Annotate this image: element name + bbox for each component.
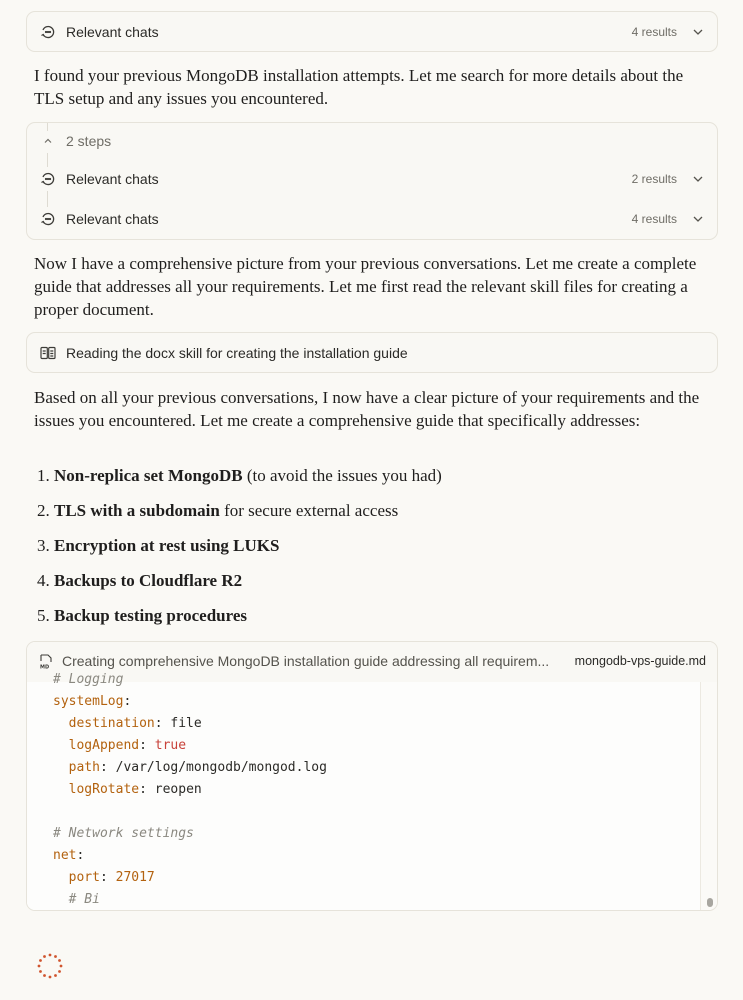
step-label: Relevant chats — [66, 171, 159, 187]
file-card-header[interactable] — [27, 642, 717, 682]
chevron-down-icon[interactable] — [691, 212, 705, 226]
list-item: 5. Backup testing procedures — [37, 606, 248, 625]
assistant-paragraph-2: Now I have a comprehensive picture from your previous conversations. Let me create a complete guide that addresses all your requirements. Let me first read the relevant skill files for creating a proper document. — [34, 254, 697, 319]
step-item[interactable] — [27, 167, 717, 191]
list-item: 4. Backups to Cloudflare R2 — [37, 571, 243, 590]
spinner-dot — [54, 955, 57, 958]
chevron-up-icon — [39, 132, 57, 150]
code-line: # Logging — [53, 672, 124, 687]
code-line: # Bi — [68, 892, 100, 907]
file-creation-card — [26, 641, 718, 911]
results-count: 2 results — [631, 172, 677, 186]
code-line: logAppend: true — [68, 738, 187, 753]
code-line: port: 27017 — [68, 870, 155, 885]
scrollbar-thumb[interactable] — [707, 898, 713, 907]
code-line: # Network settings — [53, 826, 194, 841]
results-count: 4 results — [631, 212, 677, 226]
card-label: Relevant chats — [66, 24, 159, 40]
steps-toggle[interactable] — [27, 129, 717, 153]
loading-spinner-icon — [35, 951, 65, 981]
step-item[interactable] — [27, 207, 717, 231]
chevron-down-icon[interactable] — [691, 25, 705, 39]
book-icon — [39, 344, 57, 362]
spinner-dot — [49, 976, 52, 979]
code-line: logRotate: reopen — [68, 782, 202, 797]
spinner-dot — [58, 970, 61, 973]
spinner-dot — [43, 974, 46, 977]
list-item: 1. Non-replica set MongoDB (to avoid the issues you had) — [37, 466, 442, 485]
file-name[interactable]: mongodb-vps-guide.md — [574, 654, 706, 668]
code-line: path: /var/log/mongodb/mongod.log — [68, 760, 327, 775]
spinner-dot — [38, 965, 41, 968]
spinner-dot — [43, 955, 46, 958]
list-item: 2. TLS with a subdomain for secure external access — [37, 501, 399, 520]
assistant-paragraph-1: I found your previous MongoDB installation attempts. Let me search for more details about the TLS setup and any issues you encountered. — [34, 66, 684, 108]
code-line: destination: file — [68, 716, 202, 731]
spinner-dot — [39, 970, 42, 973]
steps-card — [26, 122, 718, 240]
timeline-line — [47, 191, 48, 207]
steps-label: 2 steps — [66, 133, 112, 149]
results-count: 4 results — [631, 25, 677, 39]
scrollbar[interactable] — [700, 682, 717, 910]
spinner-dot — [49, 954, 52, 957]
svg-text:MD: MD — [40, 664, 50, 670]
spinner-dot — [54, 974, 57, 977]
chat-history-icon — [39, 23, 57, 41]
step-label: Relevant chats — [66, 211, 159, 227]
spinner-dot — [58, 959, 61, 962]
chat-history-icon — [39, 210, 57, 228]
assistant-paragraph-3: Based on all your previous conversations, I now have a clear picture of your requirements and the issues you encountered. Let me create a comprehensive guide that specifically addresses: — [34, 388, 700, 430]
code-line: net: — [53, 848, 85, 863]
skill-label: Reading the docx skill for creating the installation guide — [66, 345, 408, 361]
code-preview — [27, 672, 701, 910]
file-card-title: Creating comprehensive MongoDB installation guide addressing all requirem... — [62, 653, 550, 669]
markdown-file-icon — [39, 654, 53, 675]
code-line: systemLog: — [53, 694, 132, 709]
list-item: 3. Encryption at rest using LUKS — [37, 536, 280, 555]
chevron-down-icon[interactable] — [691, 172, 705, 186]
chat-history-icon — [39, 170, 57, 188]
spinner-dot — [39, 959, 42, 962]
timeline-line — [47, 153, 48, 167]
spinner-dot — [60, 965, 63, 968]
skill-reading-card[interactable] — [26, 332, 718, 373]
relevant-chats-card[interactable] — [26, 11, 718, 52]
